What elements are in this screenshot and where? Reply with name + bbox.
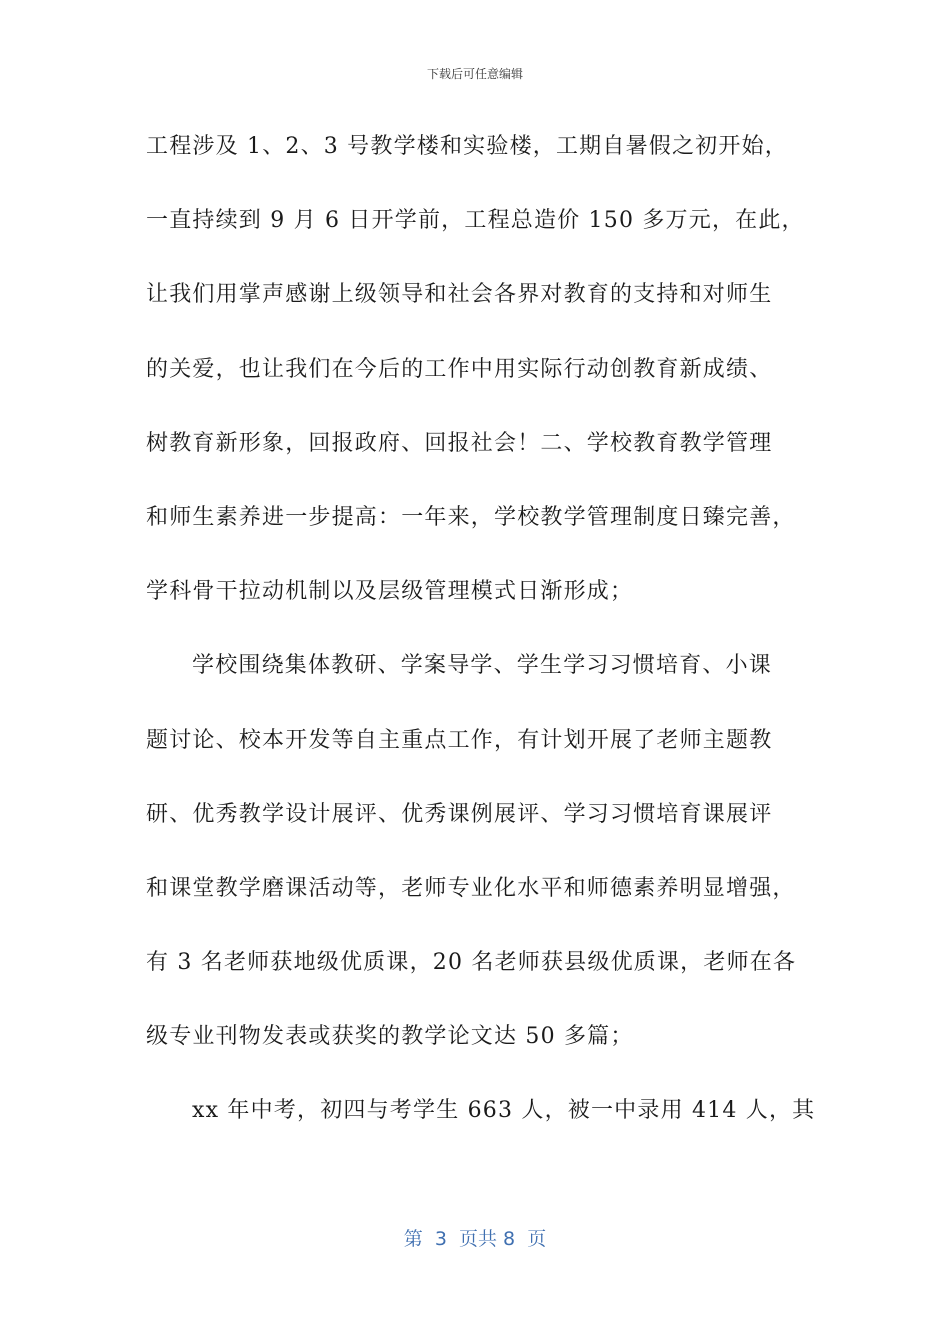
page-number-footer: 第 3 页共 8 页	[403, 1228, 547, 1250]
body-line: 研、优秀教学设计展评、优秀课例展评、学习习惯培育课展评	[146, 801, 773, 827]
body-line: 级专业刊物发表或获奖的教学论文达 50 多篇；	[146, 1024, 634, 1050]
body-line: 和师生素养进一步提高：一年来，学校教学管理制度日臻完善，	[146, 504, 796, 530]
body-line: 和课堂教学磨课活动等，老师专业化水平和师德素养明显增强，	[146, 875, 796, 901]
paragraph-first-line: xx 年中考，初四与考学生 663 人，被一中录用 414 人，其	[192, 1098, 816, 1124]
body-line: 一直持续到 9 月 6 日开学前，工程总造价 150 多万元，在此，	[146, 208, 805, 234]
page-header: 下载后可任意编辑	[426, 67, 523, 81]
body-line: 让我们用掌声感谢上级领导和社会各界对教育的支持和对师生	[146, 282, 773, 308]
body-line: 学科骨干拉动机制以及层级管理模式日渐形成；	[146, 579, 634, 605]
body-line: 工程涉及 1、2、3 号教学楼和实验楼，工期自暑假之初开始，	[146, 134, 788, 159]
body-line: 有 3 名老师获地级优质课，20 名老师获县级优质课，老师在各	[146, 950, 797, 976]
body-line: 树教育新形象，回报政府、回报社会！二、学校教育教学管理	[146, 430, 773, 456]
document-body	[146, 128, 816, 1167]
body-line: 的关爱，也让我们在今后的工作中用实际行动创教育新成绩、	[146, 356, 773, 382]
paragraph-first-line: 学校围绕集体教研、学案导学、学生学习习惯培育、小课	[192, 653, 773, 679]
body-line: 题讨论、校本开发等自主重点工作，有计划开展了老师主题教	[146, 727, 773, 753]
